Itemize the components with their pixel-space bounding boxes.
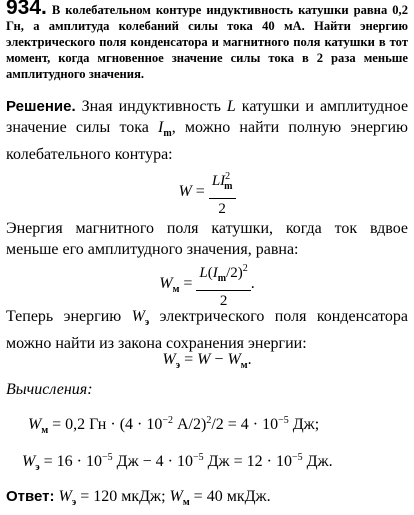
answer: Ответ: $W_э = 120$ мкДж; $W_м = 40$ мкДж. (6, 488, 271, 508)
answer-label: Ответ: (6, 488, 55, 505)
equation-total-energy: W = $\frac{LI^2_m}{2}$ (0, 166, 414, 219)
calculations-heading: Вычисления: (6, 381, 93, 398)
solution-paragraph-3: Теперь энергию $W_э$ электрического поля конденсатора можно найти из закона сохранения энергии: (6, 308, 409, 352)
problem-number: 934. (6, 0, 47, 19)
calculation-magnetic: $W_м = 0,2$ Гн · ($4 \cdot 10^{-2}$ $А/2)^2/2 = 4 \cdot 10^{-5}$ Дж; (28, 415, 320, 436)
calculation-electric: $W_э = 16 \cdot 10^{-5}$ Дж − $4 \cdot 10^{-5}$ Дж = $12 \cdot 10^{-5}$ Дж. (22, 452, 333, 473)
solution-paragraph-1: Решение. Зная индуктивность L катушки и амплитудное значение силы тока $I_m$, можно найти полную энергию колебательного контура: (6, 98, 409, 163)
problem-statement (6, 0, 408, 82)
solution-label: Решение. (6, 98, 76, 115)
equation-electric-energy: $W_э = W - W_м$. (162, 351, 252, 371)
equation-magnetic-energy: $W_м$ = $\frac{L(I_m/2)^2}{2}$ . (0, 258, 414, 311)
solution-paragraph-2: Энергия магнитного поля катушки, когда ток вдвое меньше его амплитудного значения, равна: (6, 220, 408, 258)
problem-text: В колебательном контуре индуктивность катушки равна 0,2 Гн, а амплитуда колебаний силы тока 40 мА. Найти энергию электрического поля конденсатора и магнитного поля катушки в тот момент, когда мгновенное значение силы тока в 2 раза меньше амплитудного значения. (6, 3, 408, 81)
fraction: $\frac{L(I_m/2)^2}{2}$ (196, 258, 250, 311)
fraction: $\frac{LI^2_m}{2}$ (209, 166, 236, 219)
